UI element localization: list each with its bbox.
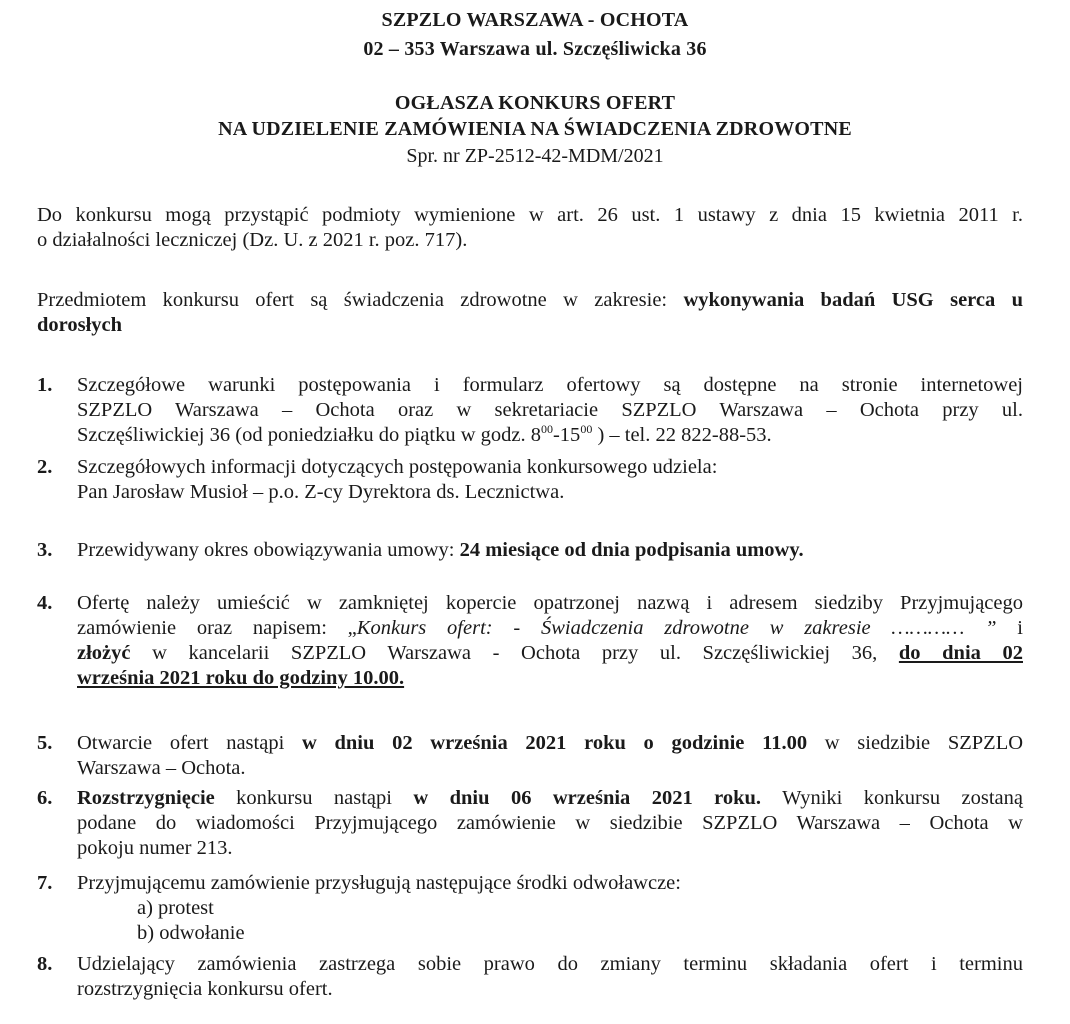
list-item-5 [37, 731, 1023, 781]
submission-place: w kancelarii SZPZLO Warszawa - Ochota przy ul. Szczęśliwickiej 36, [130, 642, 899, 664]
item-number: 2. [37, 456, 53, 478]
list-item-1 [37, 373, 1023, 448]
results-text: Wyniki konkursu zostaną [761, 787, 1023, 809]
office-phone: ) – tel. 22 822-88-53. [592, 424, 772, 446]
item-number: 3. [37, 539, 53, 561]
item-2-line-2: Pan Jarosław Musioł – p.o. Z-cy Dyrektora ds. Lecznictwa. [77, 481, 565, 503]
hour-superscript: 00 [540, 422, 553, 436]
intro-paragraph [37, 203, 1023, 253]
subject-scope-end: dorosłych [37, 314, 123, 336]
item-4-line-2 [77, 616, 1023, 641]
org-name: SZPZLO WARSZAWA - OCHOTA [381, 9, 689, 31]
opening-place: w siedzibie SZPZLO [807, 732, 1024, 754]
hour-superscript: 00 [580, 422, 593, 436]
item-number: 4. [37, 592, 53, 614]
deadline-date: do dnia 02 [898, 642, 1023, 664]
org-address: 02 – 353 Warszawa ul. Szczęśliwicka 36 [363, 38, 707, 60]
office-hours-end: -15 [552, 424, 581, 446]
envelope-label-quote: Konkurs ofert: - Świadczenia zdrowotne w zakresie ………… ” [356, 617, 997, 639]
resolution-date: w dniu 06 września 2021 roku. [413, 787, 762, 809]
item-5-line-1 [77, 731, 1023, 756]
remedy-appeal: b) odwołanie [137, 922, 245, 944]
intro-line-2: o działalności leczniczej (Dz. U. z 2021 r. poz. 717). [37, 229, 468, 251]
resolution-keyword: Rozstrzygnięcie [77, 787, 215, 809]
item-4-line-1: Ofertę należy umieścić w zamkniętej kopercie opatrzonej nazwą i adresem siedziby Przyjmującego [77, 592, 1023, 614]
item-number: 7. [37, 872, 53, 894]
list-item-3 [37, 538, 1023, 563]
office-hours-text: Szczęśliwickiej 36 (od poniedziałku do piątku w godz. 8 [77, 424, 541, 446]
item-6-line-2: podane do wiadomości Przyjmującego zamówienie w siedzibie SZPZLO Warszawa – Ochota w [77, 812, 1023, 834]
remedy-protest: a) protest [137, 897, 214, 919]
item-1-line-3 [77, 423, 1023, 448]
resolution-text: konkursu nastąpi [214, 787, 414, 809]
subject-line-1 [37, 288, 1023, 313]
subject-paragraph [37, 288, 1023, 338]
envelope-label-text: zamówienie oraz napisem: „ [77, 617, 357, 639]
item-4-line-3 [77, 641, 1023, 666]
item-3-text: Przewidywany okres obowiązywania umowy: [77, 539, 460, 561]
item-8-line-2: rozstrzygnięcia konkursu ofert. [77, 978, 333, 1000]
opening-date: w dniu 02 września 2021 roku o godzinie 11.00 [301, 732, 808, 754]
contract-period: 24 miesiące od dnia podpisania umowy. [459, 539, 804, 561]
list-item-6 [37, 786, 1023, 861]
list-item-4 [37, 591, 1023, 691]
item-number: 5. [37, 732, 53, 754]
list-item-8 [37, 952, 1023, 1002]
opening-text: Otwarcie ofert nastąpi [77, 732, 302, 754]
deadline-time: września 2021 roku do godziny 10.00. [77, 667, 405, 689]
item-1-line-1: Szczegółowe warunki postępowania i formularz ofertowy są dostępne na stronie internetowej [77, 374, 1023, 396]
submit-keyword: złożyć [77, 642, 131, 664]
item-8-line-1: Udzielający zamówienia zastrzega sobie prawo do zmiany terminu składania ofert i terminu [77, 953, 1023, 975]
item-number: 8. [37, 953, 53, 975]
item-number: 1. [37, 374, 53, 396]
item-6-line-3: pokoju numer 213. [77, 837, 233, 859]
subject-scope: wykonywania badań USG serca u [683, 289, 1023, 311]
item-1-line-2: SZPZLO Warszawa – Ochota oraz w sekretariacie SZPZLO Warszawa – Ochota przy ul. [77, 399, 1023, 421]
item-2-line-1: Szczegółowych informacji dotyczących postępowania konkursowego udziela: [77, 456, 718, 478]
announcement-title: OGŁASZA KONKURS OFERT [394, 92, 676, 114]
item-5-line-2: Warszawa – Ochota. [77, 757, 246, 779]
intro-line-1: Do konkursu mogą przystąpić podmioty wymienione w art. 26 ust. 1 ustawy z dnia 15 kwietnia 2011 r. [37, 204, 1023, 226]
envelope-label-end: i [996, 617, 1023, 639]
case-reference: Spr. nr ZP-2512-42-MDM/2021 [406, 145, 664, 167]
list-item-2 [37, 455, 1023, 505]
item-number: 6. [37, 787, 53, 809]
announcement-subtitle: NA UDZIELENIE ZAMÓWIENIA NA ŚWIADCZENIA ZDROWOTNE [218, 118, 852, 140]
item-6-line-1 [77, 786, 1023, 811]
item-7-line-1: Przyjmującemu zamówienie przysługują następujące środki odwoławcze: [77, 872, 681, 894]
list-item-7 [37, 871, 1023, 946]
subject-text: Przedmiotem konkursu ofert są świadczenia zdrowotne w zakresie: [37, 289, 684, 311]
